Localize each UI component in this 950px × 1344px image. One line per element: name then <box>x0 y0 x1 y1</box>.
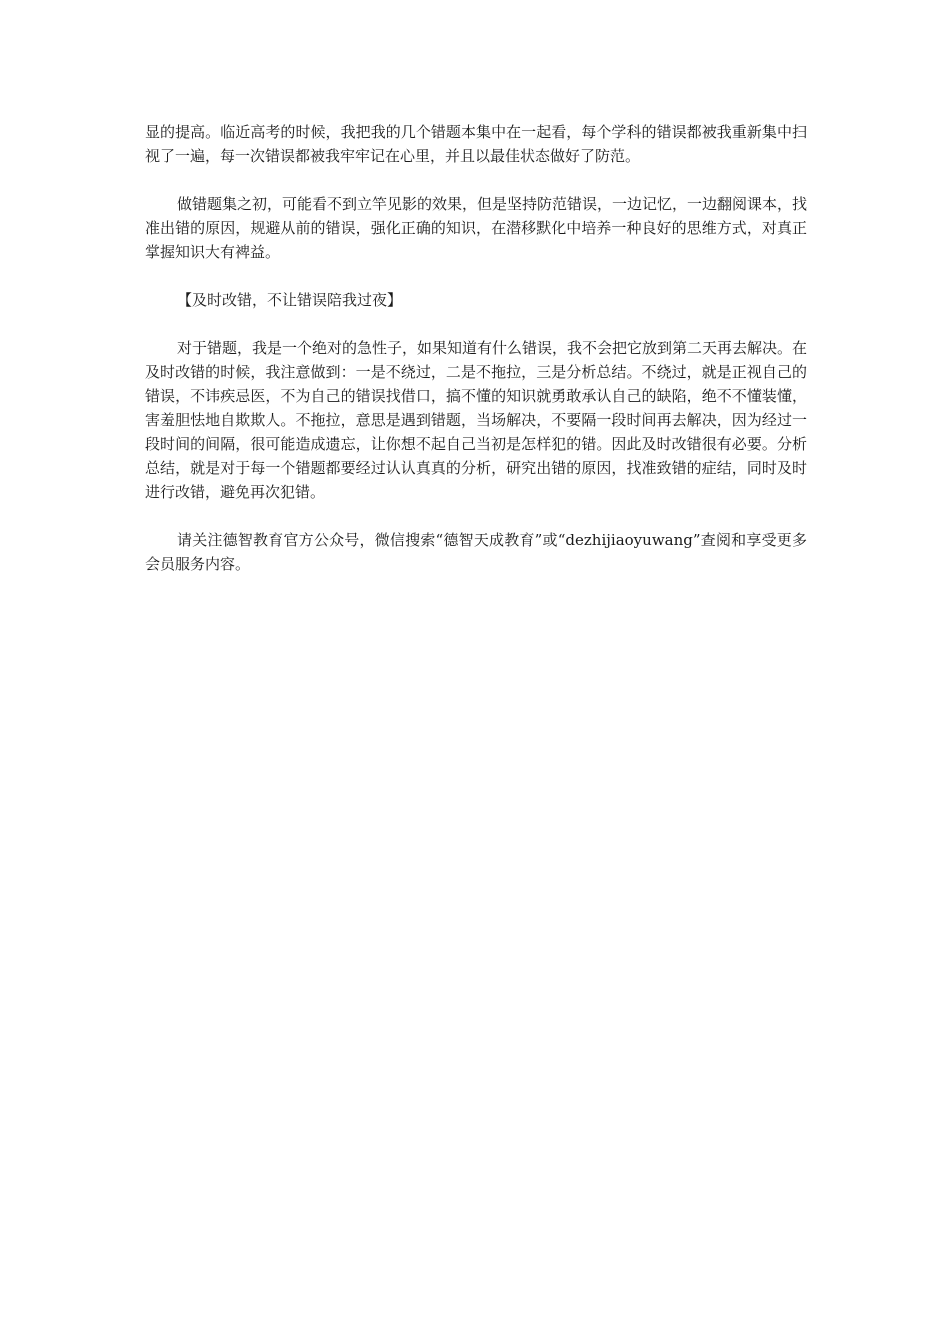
paragraph-timely-correction: 对于错题，我是一个绝对的急性子，如果知道有什么错误，我不会把它放到第二天再去解决。在及时改错的时候，我注意做到：一是不绕过，二是不拖拉，三是分析总结。不绕过，就是正视自己的错误，不讳疾忌医，不为自己的错误找借口，搞不懂的知识就勇敢承认自己的缺陷，绝不不懂装懂，害羞胆怯地自欺欺人。不拖拉，意思是遇到错题，当场解决，不要隔一段时间再去解决，因为经过一段时间的间隔，很可能造成遗忘，让你想不起自己当初是怎样犯的错。因此及时改错很有必要。分析总结，就是对于每一个错题都要经过认认真真的分析，研究出错的原因，找准致错的症结，同时及时进行改错，避免再次犯错。 <box>145 339 808 501</box>
document-body <box>145 120 807 600</box>
paragraph-continuation: 显的提高。临近高考的时候，我把我的几个错题本集中在一起看，每个学科的错误都被我重新集中扫视了一遍，每一次错误都被我牢牢记在心里，并且以最佳状态做好了防范。 <box>145 123 807 165</box>
paragraph-error-collection: 做错题集之初，可能看不到立竿见影的效果，但是坚持防范错误，一边记忆，一边翻阅课本，找准出错的原因，规避从前的错误，强化正确的知识，在潜移默化中培养一种良好的思维方式，对真正掌握知识大有裨益。 <box>145 195 808 261</box>
section-heading: 【及时改错，不让错误陪我过夜】 <box>177 291 403 309</box>
paragraph-follow-notice: 请关注德智教育官方公众号，微信搜索“德智天成教育”或“dezhijiaoyuwang”查阅和享受更多会员服务内容。 <box>145 531 807 573</box>
